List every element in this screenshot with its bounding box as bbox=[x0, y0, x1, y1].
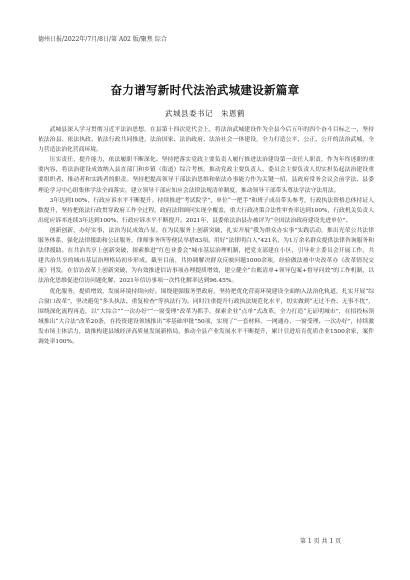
source-line: 德州日报/2022年/7月/8日/第 A02 版/聚焦 综合 bbox=[38, 36, 167, 43]
article-title: 奋力谱写新时代法治武城建设新篇章 bbox=[110, 83, 300, 97]
paragraph: 压实责任，提升能力，依法履职不断深化。坚持把落实党政主要负责人履行推进法治建设第一责任人职责，作为年终述职的重要内容，将法治建设成效纳入县直部门和乡镇（街道）综合考核，推动党政主要负责人、委员会主要负责人切实担负起法治建设重要组织者、推动者和实践者的职责。坚持把提高领导干部法治思维和依法办事能力作为关键一招，县政府常务会议会前学法、县委理论学习中心组集体学法全面落实，建立领导干部应知应会法律法规清单制度，推动领导干部带头尊法学法守法用法。 bbox=[38, 157, 374, 194]
paragraph: 武城县深入学习贯彻习近平法治思想，在县第十四次党代会上，将法治武城建设作为全县今后五年的四个奋斗目标之一，坚持依法治县、依法执政、依法行政共同推进，法治国家、法治政府、法治社会一体建设，全力打造公平、公正、公开的法治武城，全力营造法治化营商环境。 bbox=[38, 127, 374, 154]
paragraph: 3年达到100%，行政应诉水平不断提升。持续推进“考试院学”，单位“一把手”和班子成员带头参考，行政执法资格总体持证人数提升，坚持把依法行政贯穿政府工作全过程，政府法律顾问实现全覆盖，重大行政决策合法性审查率达到100%，行政机关负责人出庭应诉率连续3年达到100%，行政应诉水平不断提升。2021年，县委依法治县办被评为“全国法治政府建设先进单位”。 bbox=[38, 197, 374, 224]
page-number: 第 1 页 共 1 页 bbox=[300, 538, 342, 545]
article-body bbox=[38, 125, 374, 347]
article-author: 武城县委书记 朱恩鹤 bbox=[165, 109, 245, 118]
paragraph: 优化服务，提质增效，发展环境持续向好。围绕建强服务型政府，坚持把优化营商环境建设全面纳入法治化轨道，扎实开展“综合窗口改革”，坚决避免“多头执法、重复检查”等执法行为。同时注重提升行政执法规范化水平，切实做到“无过不查、无事不扰”，围绕深化流程再造，以“大综合”“一次办好”“一窗受理”改革为抓手，探索企业“点单”式改革，全力打造“无证明城市”，在招投标领域推出“大合法”改革20条，在投资建设领域推出“零基础审批”50项，实现了“一套材料、一网通办、一窗受理、一次办好”，持续激发市场主体活力，助推构建县域经济高质量发展新格局，推动全县产业发展水平不断提升，累计引进培育优质企业1500余家，案件调处率100%。 bbox=[38, 288, 374, 345]
paragraph: 创新创新，办好实事，法治为民成效凸显。在为民服务上创新突破，扎实开展“我为群众办实事”实践活动，推出光荣公共法律服务体系，强化法律援助和公证服务，律师事务所等便民举措83项。用好“法律明白人”421名，为1万余名群众提供法律咨询服务和法律援助。在共治共享上创新突破，探索推进“红色业委会”城市基层治理机制，把党支部建在小区，引导业主委员会开展工作，共建共治共享的城市基层治理格局初步形成。截至目前，共协调解决群众反映问题1000余项，经验做法被中央改革办《改革情况交流》刊发。在信访改革上创新突破，为有效推进信访事项办理提质增效，建立健全“台账清单+领导包案+督导问效”的工作机制，以法治化思维促进信访问题化解，2021年信访事项一次性化解率达到96.45%。 bbox=[38, 227, 374, 285]
